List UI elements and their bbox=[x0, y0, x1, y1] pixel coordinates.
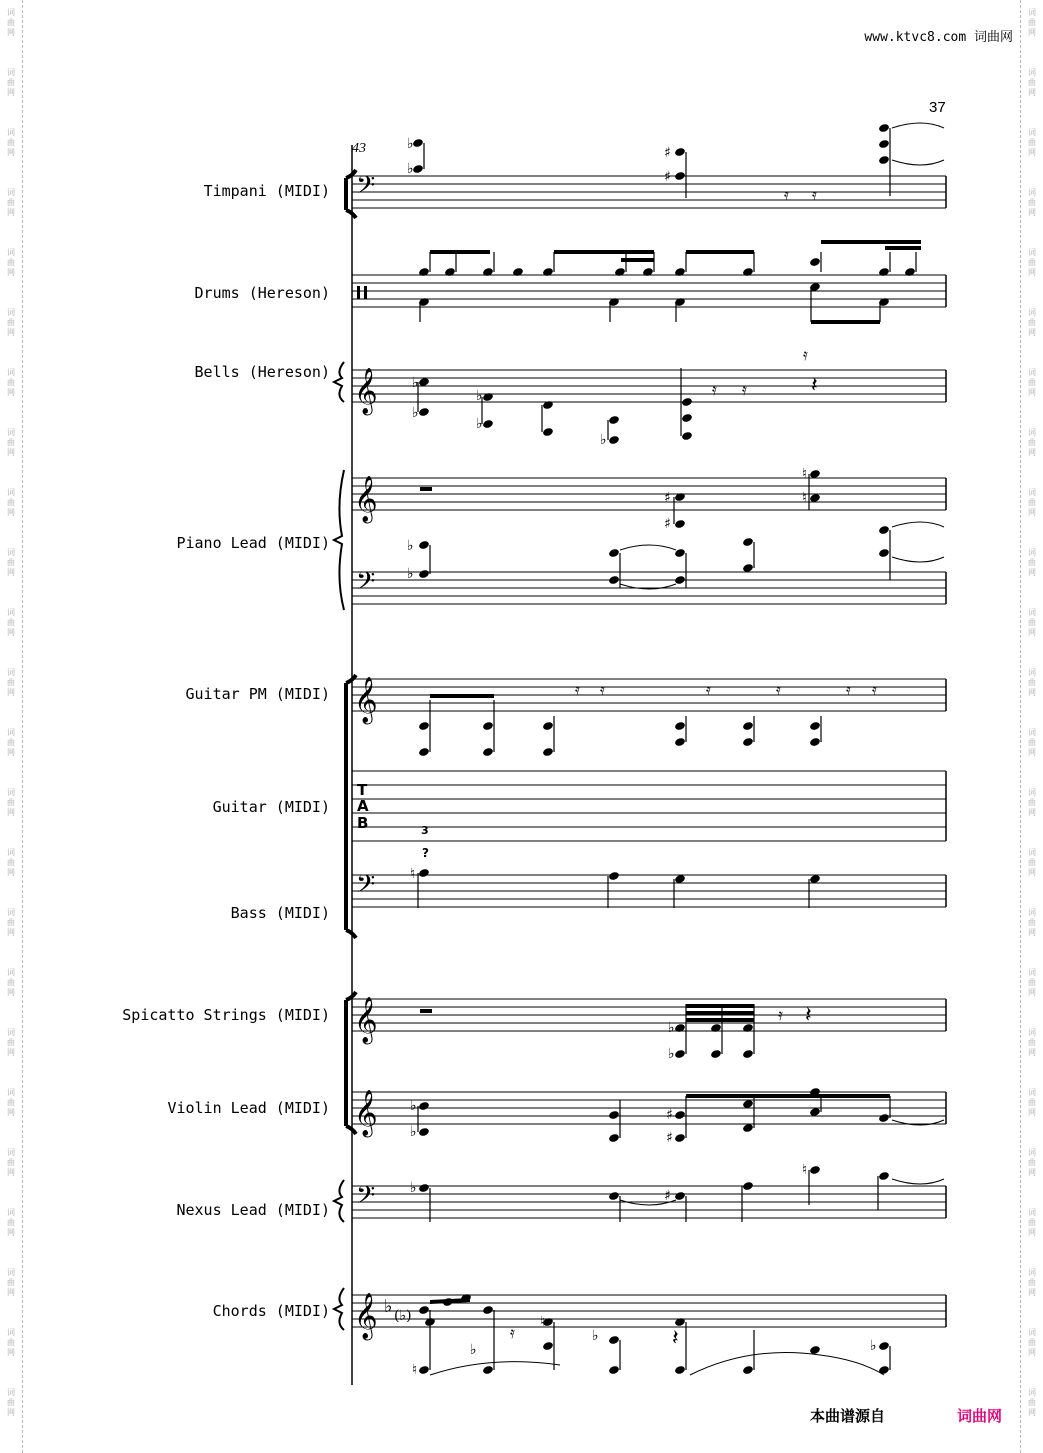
natural-icon: ♮ bbox=[802, 490, 808, 506]
watermark-text: 词 曲 网 bbox=[1028, 1028, 1036, 1057]
beam bbox=[554, 250, 654, 254]
notehead bbox=[878, 123, 890, 133]
watermark-text: 词 曲 网 bbox=[1028, 248, 1036, 277]
notehead bbox=[512, 267, 524, 277]
tab-fret-number: 3 bbox=[421, 824, 429, 837]
watermark-text: 词 曲 网 bbox=[1028, 68, 1036, 97]
watermark-text: 词 曲 网 bbox=[1028, 1268, 1036, 1297]
flat-icon: ♭ bbox=[407, 161, 414, 177]
watermark-text: 词 曲 网 bbox=[7, 8, 15, 37]
treble-clef-icon: 𝄞 bbox=[354, 997, 378, 1043]
watermark-text: 词 曲 网 bbox=[1028, 548, 1036, 577]
natural-icon: ♮ bbox=[410, 866, 416, 882]
flat-icon: ♭ bbox=[410, 1124, 417, 1140]
flat-icon: ♭ bbox=[407, 538, 414, 554]
watermark-text: 词 曲 网 bbox=[1028, 968, 1036, 997]
notehead bbox=[674, 1110, 686, 1120]
notehead bbox=[418, 747, 430, 757]
brace-piano bbox=[334, 470, 344, 610]
bass-clef-icon: 𝄢 bbox=[356, 1181, 376, 1216]
watermark-text: 词 曲 网 bbox=[7, 1268, 15, 1297]
brace-bells bbox=[334, 362, 344, 402]
notehead bbox=[878, 155, 890, 165]
beam bbox=[686, 250, 754, 254]
bass-clef-icon: 𝄢 bbox=[356, 171, 376, 206]
bass-clef-icon: 𝄢 bbox=[356, 567, 376, 602]
tie bbox=[892, 1179, 944, 1184]
tab-letter-a: A bbox=[357, 797, 369, 815]
watermark-text: 词 曲 网 bbox=[7, 668, 15, 697]
natural-icon: ♮ bbox=[412, 1362, 418, 1378]
flat-icon: ♭ bbox=[870, 1338, 877, 1354]
instrument-label-violin-lead: Violin Lead (MIDI) bbox=[167, 1099, 330, 1117]
watermark-text: 词 曲 网 bbox=[1028, 488, 1036, 517]
sharp-icon: ♯ bbox=[664, 516, 671, 532]
flat-icon: ♭ bbox=[476, 388, 483, 404]
sharp-icon: ♯ bbox=[664, 145, 671, 161]
notehead bbox=[418, 1101, 430, 1111]
notehead bbox=[542, 1341, 554, 1351]
watermark-text: 词 曲 网 bbox=[7, 428, 15, 457]
watermark-text: 词 曲 网 bbox=[7, 968, 15, 997]
notehead bbox=[444, 267, 456, 277]
beam bbox=[686, 1011, 754, 1015]
beam bbox=[430, 694, 494, 698]
watermark-text: 词 曲 网 bbox=[1028, 728, 1036, 757]
notehead bbox=[742, 267, 754, 277]
notehead bbox=[614, 267, 626, 277]
tab-letter-t: T bbox=[357, 781, 368, 799]
notehead bbox=[674, 267, 686, 277]
rest-icon: 𝄿 bbox=[778, 1005, 783, 1024]
notehead bbox=[674, 519, 686, 529]
flat-icon: ♭ bbox=[384, 1296, 393, 1317]
watermark-text: 词 曲 网 bbox=[1028, 8, 1036, 37]
treble-clef-icon: 𝄞 bbox=[354, 368, 378, 414]
watermark-text: 词 曲 网 bbox=[7, 1328, 15, 1357]
notehead bbox=[542, 747, 554, 757]
watermark-text: 词 曲 网 bbox=[1028, 788, 1036, 817]
notehead bbox=[710, 1049, 722, 1059]
rest-icon: 𝄿 bbox=[575, 680, 580, 699]
notehead bbox=[681, 431, 693, 441]
sharp-icon: ♯ bbox=[664, 1188, 671, 1204]
notehead bbox=[878, 1365, 890, 1375]
watermark-text: 词 曲 网 bbox=[1028, 608, 1036, 637]
flat-icon: ♭ bbox=[410, 1098, 417, 1114]
rest-icon: 𝄿 bbox=[803, 345, 808, 364]
beam bbox=[811, 320, 880, 324]
notehead bbox=[681, 413, 693, 423]
rest-icon: 𝄿 bbox=[600, 680, 605, 699]
tab-letter-b: B bbox=[357, 814, 369, 832]
notehead bbox=[642, 267, 654, 277]
notehead bbox=[482, 419, 494, 429]
notehead bbox=[742, 1049, 754, 1059]
notehead bbox=[674, 1133, 686, 1143]
watermark-text: 词 曲 网 bbox=[1028, 848, 1036, 877]
page-number: 37 bbox=[929, 99, 946, 116]
watermark-text: 词 曲 网 bbox=[1028, 1148, 1036, 1177]
notehead bbox=[742, 1181, 754, 1191]
notehead bbox=[418, 868, 430, 878]
watermark-text: 词 曲 网 bbox=[7, 308, 15, 337]
watermark-text: 词 曲 网 bbox=[7, 1148, 15, 1177]
notehead bbox=[608, 1133, 620, 1143]
bracket-timpani bbox=[346, 170, 356, 218]
footer-source: 本曲谱源自 bbox=[810, 1407, 886, 1425]
notehead bbox=[608, 1335, 620, 1345]
notehead bbox=[878, 139, 890, 149]
flat-icon: (♭) bbox=[394, 1308, 412, 1324]
half-rest-icon bbox=[420, 1009, 432, 1013]
sharp-icon: ♯ bbox=[666, 1107, 673, 1123]
notehead bbox=[878, 267, 890, 277]
notehead bbox=[608, 1191, 620, 1201]
notehead bbox=[482, 1365, 494, 1375]
rest-icon: 𝄿 bbox=[784, 185, 789, 204]
tie bbox=[690, 1353, 884, 1376]
notehead bbox=[742, 1365, 754, 1375]
rest-icon: 𝄿 bbox=[510, 1323, 515, 1342]
notehead bbox=[608, 415, 620, 425]
treble-clef-icon: 𝄞 bbox=[354, 476, 378, 522]
rest-icon: 𝄿 bbox=[776, 680, 781, 699]
flat-icon: ♭ bbox=[668, 1020, 675, 1036]
watermark-text: 词 曲 网 bbox=[7, 848, 15, 877]
notehead bbox=[482, 1305, 494, 1315]
watermark-text: 词 曲 网 bbox=[1028, 1388, 1036, 1417]
watermark-text: 词 曲 网 bbox=[7, 248, 15, 277]
beam bbox=[686, 1094, 890, 1098]
watermark-text: 词 曲 网 bbox=[1028, 368, 1036, 397]
notehead bbox=[742, 537, 754, 547]
sharp-icon: ♯ bbox=[666, 1130, 673, 1146]
instrument-label-bells: Bells (Hereson) bbox=[194, 363, 330, 381]
watermark-text: 词 曲 网 bbox=[7, 1388, 15, 1417]
treble-clef-icon: 𝄞 bbox=[354, 1090, 378, 1136]
instrument-label-timpani: Timpani (MIDI) bbox=[203, 182, 330, 200]
notehead bbox=[878, 1341, 890, 1351]
percussion-clef-icon bbox=[357, 286, 360, 299]
tie bbox=[892, 123, 944, 128]
rest-icon: 𝄿 bbox=[742, 380, 747, 399]
sharp-icon: ♯ bbox=[664, 490, 671, 506]
notehead bbox=[418, 407, 430, 417]
rest-icon: 𝄿 bbox=[872, 680, 877, 699]
watermark-text: 词 曲 网 bbox=[1028, 1328, 1036, 1357]
flat-icon: ♭ bbox=[668, 1046, 675, 1062]
instrument-label-guitar: Guitar (MIDI) bbox=[212, 798, 330, 816]
notehead bbox=[674, 1191, 686, 1201]
notehead bbox=[742, 737, 754, 747]
notehead bbox=[809, 1165, 821, 1175]
notehead bbox=[412, 164, 424, 174]
notehead bbox=[542, 427, 554, 437]
notehead bbox=[674, 492, 686, 502]
header-site: www.ktvc8.com 词曲网 bbox=[864, 30, 1013, 45]
watermark-text: 词 曲 网 bbox=[1028, 128, 1036, 157]
natural-icon: ♮ bbox=[540, 1314, 546, 1330]
instrument-label-chords: Chords (MIDI) bbox=[212, 1302, 330, 1320]
notehead bbox=[418, 721, 430, 731]
notehead bbox=[418, 1183, 430, 1193]
notehead bbox=[418, 569, 430, 579]
flat-icon: ♭ bbox=[407, 566, 414, 582]
beam bbox=[430, 250, 490, 254]
flat-icon: ♭ bbox=[410, 1180, 417, 1196]
notehead bbox=[878, 1113, 890, 1123]
notehead bbox=[482, 747, 494, 757]
notehead bbox=[608, 871, 620, 881]
watermark-text: 词 曲 网 bbox=[7, 1028, 15, 1057]
watermark-text: 词 曲 网 bbox=[1028, 428, 1036, 457]
watermark-text: 词 曲 网 bbox=[7, 608, 15, 637]
watermark-text: 词 曲 网 bbox=[1028, 1208, 1036, 1237]
instrument-label-bass: Bass (MIDI) bbox=[230, 904, 330, 922]
watermark-text: 词 曲 网 bbox=[7, 188, 15, 217]
flat-icon: ♭ bbox=[412, 375, 419, 391]
rest-icon: 𝄽 bbox=[811, 373, 818, 398]
flat-icon: ♭ bbox=[592, 1328, 599, 1344]
rest-icon: 𝄿 bbox=[712, 380, 717, 399]
instrument-label-drums: Drums (Hereson) bbox=[194, 284, 330, 302]
notehead bbox=[418, 540, 430, 550]
measure-number: 43 bbox=[352, 141, 366, 156]
beam bbox=[686, 1018, 754, 1022]
notehead bbox=[674, 147, 686, 157]
instrument-label-spicatto-strings: Spicatto Strings (MIDI) bbox=[122, 1006, 330, 1024]
percussion-clef-icon bbox=[364, 286, 367, 299]
notehead bbox=[674, 1049, 686, 1059]
natural-icon: ♮ bbox=[802, 1162, 808, 1178]
notehead bbox=[482, 721, 494, 731]
notehead bbox=[674, 1023, 686, 1033]
watermark-text: 词 曲 网 bbox=[7, 368, 15, 397]
notehead bbox=[809, 737, 821, 747]
watermark-text: 词 曲 网 bbox=[7, 128, 15, 157]
notehead bbox=[674, 1365, 686, 1375]
notehead bbox=[418, 267, 430, 277]
notehead bbox=[742, 721, 754, 731]
notehead bbox=[681, 397, 693, 407]
notehead bbox=[608, 548, 620, 558]
notehead bbox=[542, 267, 554, 277]
watermark-text: 词 曲 网 bbox=[7, 1088, 15, 1117]
notehead bbox=[710, 1023, 722, 1033]
notehead bbox=[878, 548, 890, 558]
notehead bbox=[608, 1110, 620, 1120]
beam bbox=[885, 246, 921, 250]
watermark-text: 词 曲 网 bbox=[1028, 308, 1036, 337]
notehead bbox=[674, 737, 686, 747]
watermark-text: 词 曲 网 bbox=[1028, 1088, 1036, 1117]
notehead bbox=[809, 257, 821, 267]
watermark-text: 词 曲 网 bbox=[7, 68, 15, 97]
bass-clef-icon: 𝄢 bbox=[356, 870, 376, 905]
notehead bbox=[809, 721, 821, 731]
beam bbox=[686, 1004, 754, 1008]
notehead bbox=[542, 721, 554, 731]
beam bbox=[821, 240, 921, 244]
watermark-text: 词 曲 网 bbox=[7, 788, 15, 817]
rest-icon: 𝄿 bbox=[846, 680, 851, 699]
watermark-text: 词 曲 网 bbox=[7, 1208, 15, 1237]
notehead bbox=[542, 400, 554, 410]
notehead bbox=[412, 138, 424, 148]
notehead bbox=[418, 1127, 430, 1137]
instrument-label-guitar-pm: Guitar PM (MIDI) bbox=[185, 685, 330, 703]
notehead bbox=[608, 435, 620, 445]
notehead bbox=[674, 171, 686, 181]
flat-icon: ♭ bbox=[476, 416, 483, 432]
notehead bbox=[878, 525, 890, 535]
watermark-text: 词 曲 网 bbox=[1028, 668, 1036, 697]
footer-site: 词曲网 bbox=[957, 1407, 1003, 1425]
instrument-label-piano-lead: Piano Lead (MIDI) bbox=[176, 534, 330, 552]
sharp-icon: ♯ bbox=[664, 169, 671, 185]
notehead bbox=[418, 1365, 430, 1375]
watermark-text: 词 曲 网 bbox=[7, 728, 15, 757]
tie bbox=[620, 545, 676, 550]
tab-unknown-marker: ? bbox=[422, 846, 429, 860]
rest-icon: 𝄿 bbox=[812, 185, 817, 204]
half-rest-icon bbox=[420, 487, 432, 491]
notehead bbox=[878, 1171, 890, 1181]
natural-icon: ♮ bbox=[802, 466, 808, 482]
brace-nexus bbox=[334, 1180, 344, 1222]
notehead bbox=[418, 1305, 430, 1315]
watermark-text: 词 曲 网 bbox=[1028, 188, 1036, 217]
treble-clef-icon: 𝄞 bbox=[354, 677, 378, 723]
tie bbox=[892, 557, 944, 562]
flat-icon: ♭ bbox=[412, 405, 419, 421]
tie bbox=[430, 1362, 560, 1375]
instrument-label-nexus-lead: Nexus Lead (MIDI) bbox=[176, 1201, 330, 1219]
brace-chords bbox=[334, 1288, 344, 1330]
treble-clef-icon: 𝄞 bbox=[354, 1293, 378, 1339]
watermark-text: 词 曲 网 bbox=[7, 548, 15, 577]
notehead bbox=[904, 267, 916, 277]
notehead bbox=[482, 392, 494, 402]
notehead bbox=[608, 1365, 620, 1375]
watermark-text: 词 曲 网 bbox=[7, 908, 15, 937]
tie bbox=[892, 160, 944, 165]
rest-icon: 𝄽 bbox=[805, 1003, 812, 1028]
notehead bbox=[608, 575, 620, 585]
notehead bbox=[482, 267, 494, 277]
watermark-text: 词 曲 网 bbox=[7, 488, 15, 517]
flat-icon: ♭ bbox=[600, 432, 607, 448]
flat-icon: ♭ bbox=[407, 136, 414, 152]
notehead bbox=[674, 721, 686, 731]
tie bbox=[892, 522, 944, 527]
rest-icon: 𝄽 bbox=[672, 1326, 679, 1351]
rest-icon: 𝄿 bbox=[706, 680, 711, 699]
notehead bbox=[742, 1023, 754, 1033]
notehead bbox=[674, 575, 686, 585]
flat-icon: ♭ bbox=[470, 1342, 477, 1358]
watermark-text: 词 曲 网 bbox=[1028, 908, 1036, 937]
